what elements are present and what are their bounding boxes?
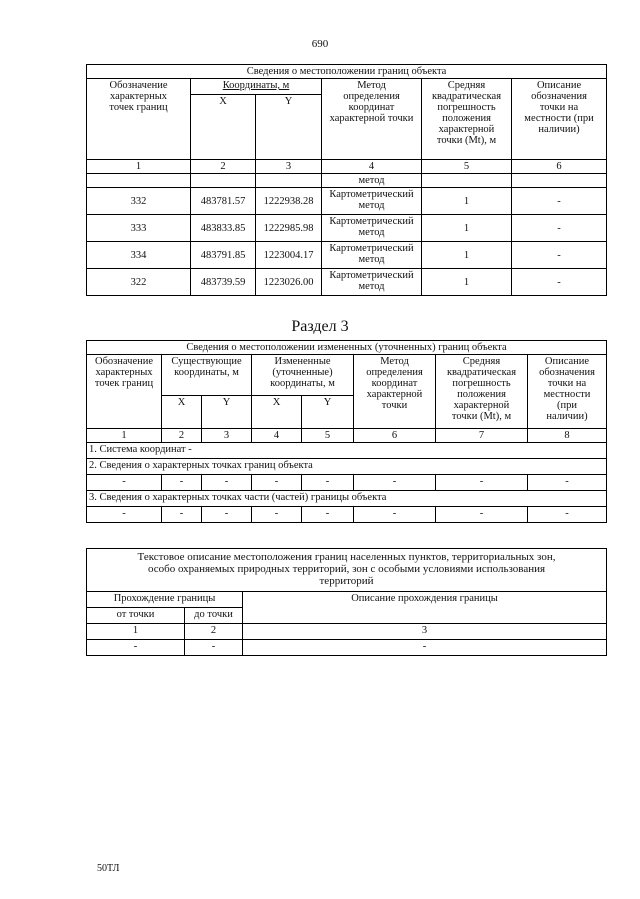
parts-section-heading: 3. Сведения о характерных точках части (частей) границы объекта — [87, 491, 607, 507]
column-number: 4 — [322, 160, 422, 174]
method: Картометрический метод — [322, 188, 422, 215]
cell: - — [162, 507, 202, 523]
cell: - — [436, 507, 528, 523]
table-title: Текстовое описание местоположения границ населенных пунктов, территориальных зон, особо охраняемых природных территорий, зон с особыми условиями использования территорий — [87, 549, 607, 592]
text-description-table — [86, 548, 607, 656]
header-changed-coords: Измененные (уточненные) координаты, м — [252, 355, 354, 396]
point-id: 333 — [87, 215, 191, 242]
header-method: Метод определения координат характерной точки — [322, 79, 422, 160]
coord-y: 1222985.98 — [256, 215, 322, 242]
header-x: X — [191, 95, 256, 160]
column-number: 7 — [436, 429, 528, 443]
error: 1 — [422, 242, 512, 269]
header-x: X — [162, 396, 202, 429]
points-section-heading: 2. Сведения о характерных точках границ объекта — [87, 459, 607, 475]
header-coords: Координаты, м — [191, 79, 322, 95]
header-y: Y — [256, 95, 322, 160]
header-x: X — [252, 396, 302, 429]
column-number: 6 — [354, 429, 436, 443]
column-number: 1 — [87, 429, 162, 443]
section-title: Раздел 3 — [291, 318, 349, 335]
column-number: 8 — [528, 429, 607, 443]
header-error: Средняя квадратическая погрешность положения характерной точки (Mt), м — [422, 79, 512, 160]
coord-y: 1222938.28 — [256, 188, 322, 215]
point-id: 332 — [87, 188, 191, 215]
cell: - — [87, 640, 185, 656]
cell: - — [354, 507, 436, 523]
error: 1 — [422, 215, 512, 242]
point-id: 334 — [87, 242, 191, 269]
header-y: Y — [202, 396, 252, 429]
header-existing-coords: Существующие координаты, м — [162, 355, 252, 396]
coord-x: 483739.59 — [191, 269, 256, 296]
footer-code: 50ТЛ — [97, 863, 120, 874]
header-description: Описание обозначения точки на местности (при наличии) — [512, 79, 607, 160]
column-number: 3 — [202, 429, 252, 443]
description: - — [512, 269, 607, 296]
header-to-point: до точки — [185, 608, 243, 624]
continuation-cell — [512, 174, 607, 188]
coord-x: 483781.57 — [191, 188, 256, 215]
header-from-point: от точки — [87, 608, 185, 624]
cell: - — [528, 475, 607, 491]
cell: - — [162, 475, 202, 491]
cell: - — [354, 475, 436, 491]
method: Картометрический метод — [322, 269, 422, 296]
table-row — [87, 640, 607, 656]
continuation-cell — [422, 174, 512, 188]
column-number: 4 — [252, 429, 302, 443]
cell: - — [436, 475, 528, 491]
column-number: 5 — [422, 160, 512, 174]
table-row — [87, 188, 607, 215]
column-number: 5 — [302, 429, 354, 443]
table-row — [87, 269, 607, 296]
cell: - — [87, 475, 162, 491]
cell: - — [243, 640, 607, 656]
coord-y: 1223004.17 — [256, 242, 322, 269]
description: - — [512, 188, 607, 215]
column-number: 3 — [256, 160, 322, 174]
cell: - — [87, 507, 162, 523]
continuation-text: метод — [322, 174, 422, 188]
continuation-cell — [256, 174, 322, 188]
column-number: 1 — [87, 160, 191, 174]
continuation-cell — [87, 174, 191, 188]
cell: - — [528, 507, 607, 523]
method: Картометрический метод — [322, 242, 422, 269]
column-number: 1 — [87, 624, 185, 640]
header-passage: Прохождение границы — [87, 592, 243, 608]
coord-x: 483791.85 — [191, 242, 256, 269]
column-number: 3 — [243, 624, 607, 640]
description: - — [512, 242, 607, 269]
header-point: Обозначение характерных точек границ — [87, 355, 162, 429]
error: 1 — [422, 269, 512, 296]
point-id: 322 — [87, 269, 191, 296]
header-point: Обозначение характерных точек границ — [87, 79, 191, 160]
table-row — [87, 475, 607, 491]
table-row — [87, 215, 607, 242]
cell: - — [302, 475, 354, 491]
table-title: Сведения о местоположении измененных (уточненных) границ объекта — [87, 341, 607, 355]
column-number: 6 — [512, 160, 607, 174]
changed-boundary-table — [86, 340, 607, 523]
column-number: 2 — [191, 160, 256, 174]
cell: - — [252, 507, 302, 523]
table-row — [87, 242, 607, 269]
method: Картометрический метод — [322, 215, 422, 242]
table-row — [87, 507, 607, 523]
header-error: Средняя квадратическая погрешность положения характерной точки (Mt), м — [436, 355, 528, 429]
table-title: Сведения о местоположении границ объекта — [87, 65, 607, 79]
header-description: Описание прохождения границы — [243, 592, 607, 624]
page-number: 690 — [311, 38, 329, 50]
cell: - — [302, 507, 354, 523]
coord-y: 1223026.00 — [256, 269, 322, 296]
cell: - — [202, 475, 252, 491]
header-description: Описание обозначения точки на местности (при наличии) — [528, 355, 607, 429]
header-method: Метод определения координат характерной точки — [354, 355, 436, 429]
cell: - — [185, 640, 243, 656]
cell: - — [202, 507, 252, 523]
header-y: Y — [302, 396, 354, 429]
coord-x: 483833.85 — [191, 215, 256, 242]
error: 1 — [422, 188, 512, 215]
coordinate-system: 1. Система координат - — [87, 443, 607, 459]
continuation-cell — [191, 174, 256, 188]
cell: - — [252, 475, 302, 491]
description: - — [512, 215, 607, 242]
boundary-location-table — [86, 64, 607, 296]
column-number: 2 — [185, 624, 243, 640]
column-number: 2 — [162, 429, 202, 443]
